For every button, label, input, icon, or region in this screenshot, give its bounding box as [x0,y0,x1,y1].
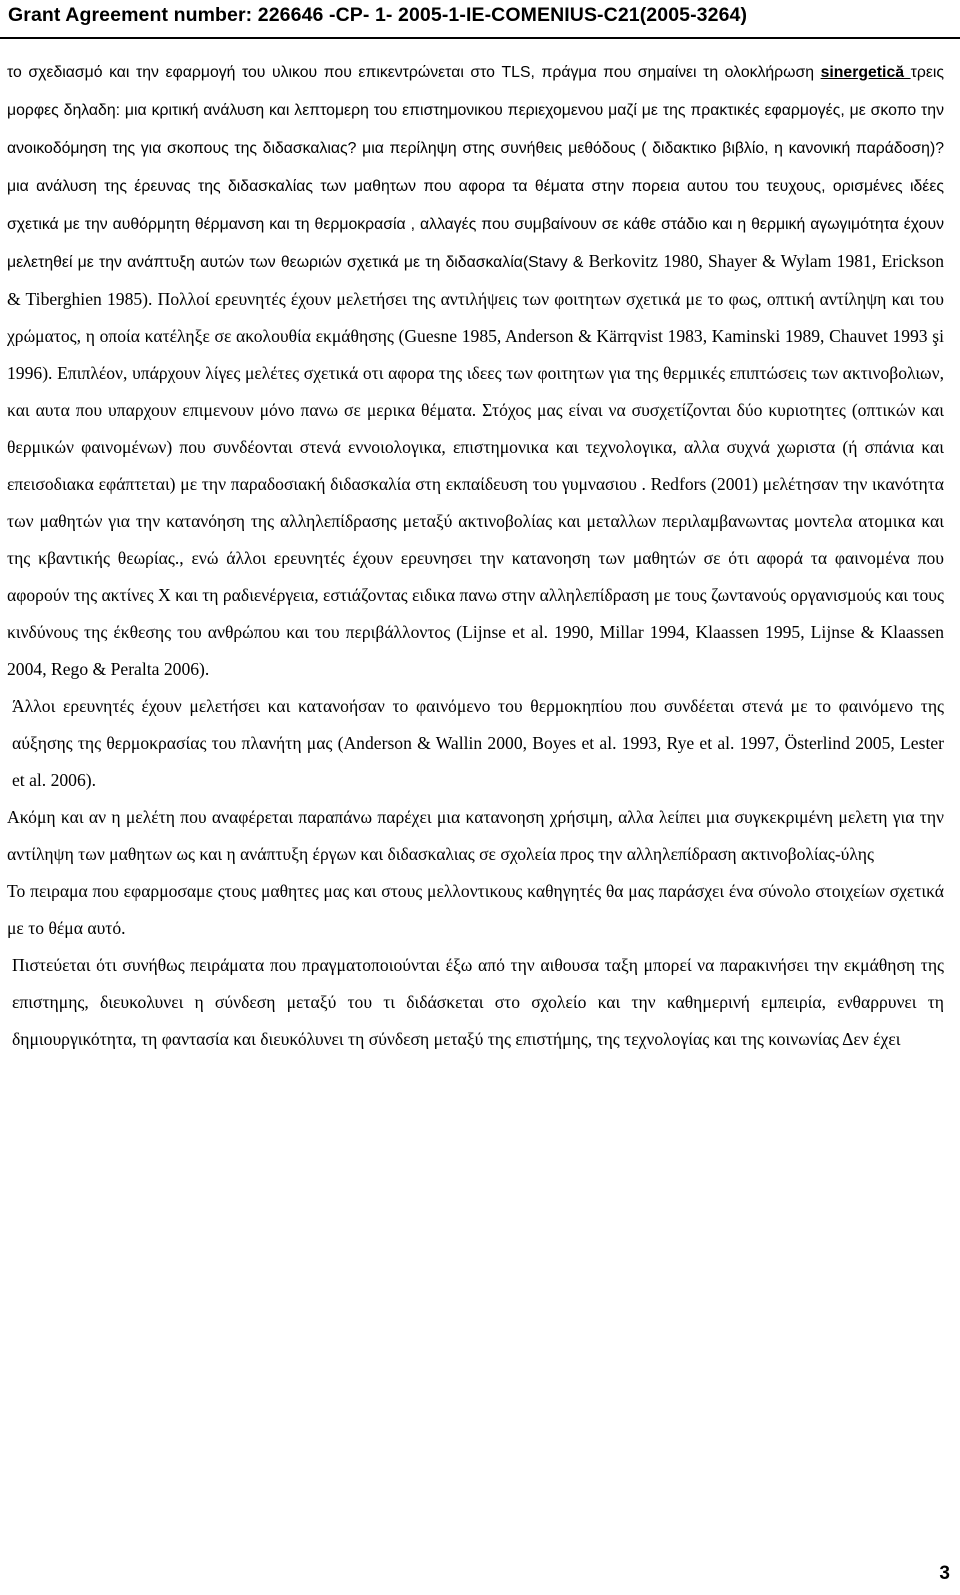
paragraph-2: Άλλοι ερευνητές έχουν μελετήσει και κατανοήσαν το φαινόμενο του θερμοκηπίου που συνδέεται στενά με το φαινόμενο της αύξησης της θερμοκρασίας του πλανήτη μας (Anderson & Wallin 2000, Boyes et al. 1993, Rye et al. 1997, Österlind 2005, Lester et al. 2006). [12,696,944,790]
paragraph-1 [7,53,944,688]
sinergetica-link[interactable]: sinergetică [820,64,911,81]
header-rule [0,37,960,39]
paragraph-1-sans-text: τρεις μορφες δηλαδη: μια κριτική ανάλυση και λεπτομερη του επιστημονικου περιεχομενου μαζί με της πρακτικές εφαρμογές, με σκοπο την ανοικοδόμηση της για σκοπους της διδασκαλιας? μια περίληψη στης συνήθεις μεθόδους ( διδακτικο βιβλίο, η κανονική παράδοση)? μια ανάλυση της έρευνας της διδασκαλίας των μαθητων που αφορα τα θέματα στην πορεια αυτου του τευχους, ορισμένες ιδέες σχετικά με την αυθόρμητη θέρμανση και τη θερμοκρασία , αλλαγές που συμβαίνουν σε κάθε στάδιο και η θερμική αγωγιμότητα έχουν μελετηθεί με την ανάπτυξη αυτών των θεωριών σχετικά με τη διδασκαλία(Stavy & [7,64,944,271]
paragraph-4: Το πειραμα που εφαρμοσαμε ςτους μαθητες μας και στους μελλοντικους καθηγητές θα μας παράσχει ένα σύνολο στοιχείων σχετικά με το θέμα αυτό. [7,881,944,938]
paragraph-5: Πιστεύεται ότι συνήθως πειράματα που πραγματοποιούνται έξω από την αιθουσα ταξη μπορεί να παρακινήσει την εκμάθηση της επιστημης, διευκολυνει η σύνδεση μεταξύ του τι διδάσκεται στο σχολείο και την καθημερινή εμπειρία, ενθαρρυνει τη δημιουργικότητα, τη φαντασία και διευκόλυνει τη σύνδεση μεταξύ της επιστήμης, της τεχνολογίας και της κοινωνίας Δεν έχει [12,955,944,1049]
paragraph-1-intro: το σχεδιασμό και την εφαρμογή του υλικου που επικεντρώνεται στο TLS, πράγμα που σημαίνει τη ολοκλήρωση [7,64,821,81]
paragraph-1-serif-text: Berkovitz 1980, Shayer & Wylam 1981, Erickson & Tiberghien 1985). Πολλοί ερευνητές έχουν μελετήσει της αντιλήψεις των φοιτητων σχετικά με το φως, οπτική αντίληψη και του χρώματος, η οποία κατέληξε σε ακολουθία εκμάθησης (Guesne 1985, Anderson & Kärrqvist 1983, Kaminski 1989, Chauvet 1993 şi 1996). Επιπλέον, υπάρχουν λίγες μελέτες σχετικά οτι αφορα της ιδεες των φοιτητων για της θερμικές επιπτώσεις των ακτινοβολιων, και αυτα που υπαρχουν επιμενουν μόνο πανω σε μερικα θέματα. Στόχος μας είναι να συσχετίζονται δύο κυριοτητες (οπτικών και θερμικών φαινομένων) που συνδέονται στενά εννοιολογικα, επιστημονικα και τεχνολογικα, αλλα συχνά χωριστα (ή σπάνια και επεισοδιακα εφάπτεται) με την παραδοσιακή διδασκαλία στη εκπαίδευση του γυμνασιου . Redfors (2001) μελέτησαν την ικανότητα των μαθητών για την κατανόηση της αλληλεπίδρασης μεταξύ ακτινοβολίας και μεταλλων περιλαμβανωντας μοντελα ατομικα και της κβαντικής θεωρίας., ενώ άλλοι ερευνητές έχουν ερευνησει την κατανοηση των μαθητών σε ότι αφορά τα φαινομένα που αφορούν της ακτίνες X και τη ραδιενέργεια, εστιάζοντας ειδικα πανω στην αλληλεπίδραση με τους ζωντανούς οργανισμούς και τους κινδύνους της έκθεσης του ανθρώπου και του περιβάλλοντος (Lijnse et al. 1990, Millar 1994, Klaassen 1995, Lijnse & Klaassen 2004, Rego & Peralta 2006). [7,251,944,679]
document-body [7,53,944,1058]
page-number: 3 [939,1563,950,1584]
paragraph-3: Ακόμη και αν η μελέτη που αναφέρεται παραπάνω παρέχει μια κατανοηση χρήσιμη, αλλα λείπει μια συγκεκριμένη μελετη για την αντίληψη των μαθητων ως και η ανάπτυξη έργων και διδασκαλιας σε σχολεία προς την αλληλεπίδραση ακτινοβολίας-ύλης [7,807,944,864]
document-header: Grant Agreement number: 226646 -CP- 1- 2005-1-IE-COMENIUS-C21(2005-3264) [8,4,748,26]
